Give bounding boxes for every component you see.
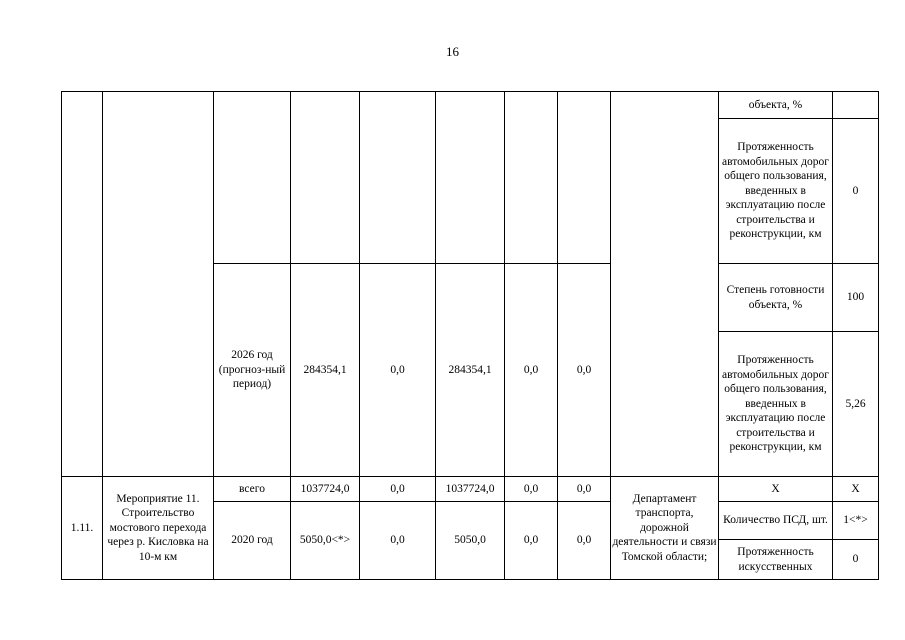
row-number: 1.11. (62, 477, 103, 580)
amount-regional: 1037724,0 (436, 477, 505, 502)
indicator-value: 0 (833, 119, 879, 264)
budget-table (61, 91, 879, 580)
amount-local: 0,0 (505, 477, 558, 502)
amount-other: 0,0 (558, 502, 611, 580)
amount-other: 0,0 (558, 264, 611, 477)
amount-total: 1037724,0 (291, 477, 360, 502)
indicator-label: Количество ПСД, шт. (719, 502, 833, 540)
year-cell: 2020 год (214, 502, 291, 580)
amount-federal: 0,0 (360, 502, 436, 580)
amount-local: 0,0 (505, 502, 558, 580)
amount-total: 5050,0<*> (291, 502, 360, 580)
indicator-value: Х (833, 477, 879, 502)
cell-empty (214, 92, 291, 264)
amount-local: 0,0 (505, 264, 558, 477)
indicator-value: 0 (833, 540, 879, 580)
amount-regional: 5050,0 (436, 502, 505, 580)
indicator-label: объекта, % (719, 92, 833, 119)
cell-empty (436, 92, 505, 264)
indicator-label: Протяженность автомобильных дорог общего пользования, введенных в эксплуатацию после строительства и реконструкции, км (719, 119, 833, 264)
cell-empty (360, 92, 436, 264)
cell-empty (558, 92, 611, 264)
indicator-value: 100 (833, 264, 879, 332)
indicator-label: Протяженность автомобильных дорог общего пользования, введенных в эксплуатацию после строительства и реконструкции, км (719, 332, 833, 477)
amount-regional: 284354,1 (436, 264, 505, 477)
cell-empty (103, 92, 214, 477)
amount-other: 0,0 (558, 477, 611, 502)
year-cell: 2026 год (прогноз-ный период) (214, 264, 291, 477)
cell-empty (611, 92, 719, 477)
cell-empty (62, 92, 103, 477)
executor: Департамент транспорта, дорожной деятельности и связи Томской области; (611, 477, 719, 580)
indicator-label: Степень готовности объекта, % (719, 264, 833, 332)
page-number: 16 (446, 44, 459, 59)
cell-empty (505, 92, 558, 264)
cell-empty (291, 92, 360, 264)
indicator-value: 5,26 (833, 332, 879, 477)
amount-federal: 0,0 (360, 477, 436, 502)
amount-federal: 0,0 (360, 264, 436, 477)
amount-total: 284354,1 (291, 264, 360, 477)
year-cell: всего (214, 477, 291, 502)
indicator-value (833, 92, 879, 119)
indicator-label: Х (719, 477, 833, 502)
indicator-value: 1<*> (833, 502, 879, 540)
indicator-label: Протяженность искусственных (719, 540, 833, 580)
event-name: Мероприятие 11. Строительство мостового перехода через р. Кисловка на 10-м км (103, 477, 214, 580)
